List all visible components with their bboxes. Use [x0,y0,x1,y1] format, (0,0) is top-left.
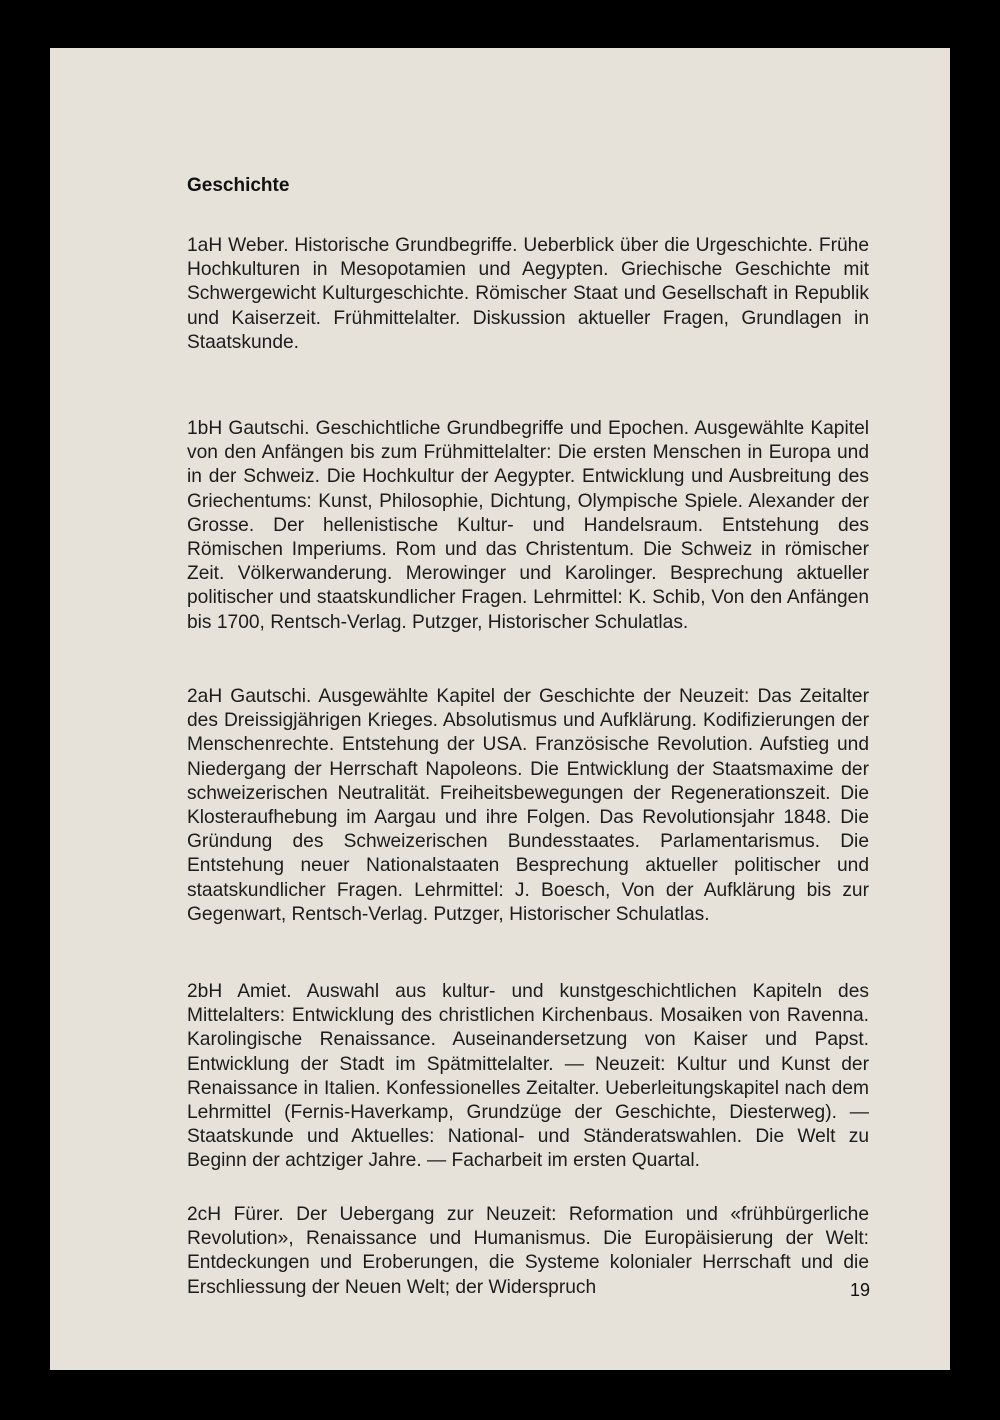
course-entry: 2aH Gautschi. Ausgewählte Kapitel der Geschichte der Neuzeit: Das Zeitalter des Dreissigjährigen Krieges. Absolutismus und Aufklärung. Kodifizierungen der Menschenrechte. Entstehung der USA. Französische Revolution. Aufstieg und Niedergang der Herrschaft Napoleons. Die Entwicklung der Staatsmaxime der schweizerischen Neutralität. Freiheitsbewegungen der Regenerationszeit. Die Klosteraufhebung im Aargau und ihre Folgen. Das Revolutionsjahr 1848. Die Gründung des Schweizerischen Bundesstaates. Parlamentarismus. Die Entstehung neuer Nationalstaaten Besprechung aktueller politischer und staatskundlicher Fragen. Lehrmittel: J. Boesch, Von der Aufklärung bis zur Gegenwart, Rentsch-Verlag. Putzger, Historischer Schulatlas. [187,686,869,925]
section-heading: Geschichte [187,175,290,196]
course-entry: 1aH Weber. Historische Grundbegriffe. Ueberblick über die Urgeschichte. Frühe Hochkulturen in Mesopotamien und Aegypten. Griechische Geschichte mit Schwergewicht Kulturgeschichte. Römischer Staat und Gesellschaft in Republik und Kaiserzeit. Frühmittelalter. Diskussion aktueller Fragen, Grundlagen in Staatskunde. [187,235,869,353]
course-entry: 2bH Amiet. Auswahl aus kultur- und kunstgeschichtlichen Kapiteln des Mittelalters: Entwicklung des christlichen Kirchenbaus. Mosaiken von Ravenna. Karolingische Renaissance. Auseinandersetzung von Kaiser und Papst. Entwicklung der Stadt im Spätmittelalter. — Neuzeit: Kultur und Kunst der Renaissance in Italien. Konfessionelles Zeitalter. Ueberleitungskapitel nach dem Lehrmittel (Fernis-Haverkamp, Grundzüge der Geschichte, Diesterweg). — Staatskunde und Aktuelles: National- und Ständeratswahlen. Die Welt zu Beginn der achtziger Jahre. — Facharbeit im ersten Quartal. [187,981,869,1172]
page-number: 19 [849,1280,870,1300]
course-entry: 2cH Fürer. Der Uebergang zur Neuzeit: Reformation und «frühbürgerliche Revolution», Renaissance und Humanismus. Die Europäisierung der Welt: Entdeckungen und Eroberungen, die Systeme kolonialer Herrschaft und die Erschliessung der Neuen Welt; der Widerspruch [187,1204,869,1298]
document-page [50,48,950,1370]
course-entry: 1bH Gautschi. Geschichtliche Grundbegriffe und Epochen. Ausgewählte Kapitel von den Anfängen bis zum Frühmittelalter: Die ersten Menschen in Europa und in der Schweiz. Die Hochkultur der Aegypter. Entwicklung und Ausbreitung des Griechentums: Kunst, Philosophie, Dichtung, Olympische Spiele. Alexander der Grosse. Der hellenistische Kultur- und Handelsraum. Entstehung des Römischen Imperiums. Rom und das Christentum. Die Schweiz in römischer Zeit. Völkerwanderung. Merowinger und Karolinger. Besprechung aktueller politischer und staatskundlicher Fragen. Lehrmittel: K. Schib, Von den Anfängen bis 1700, Rentsch-Verlag. Putzger, Historischer Schulatlas. [187,418,869,633]
